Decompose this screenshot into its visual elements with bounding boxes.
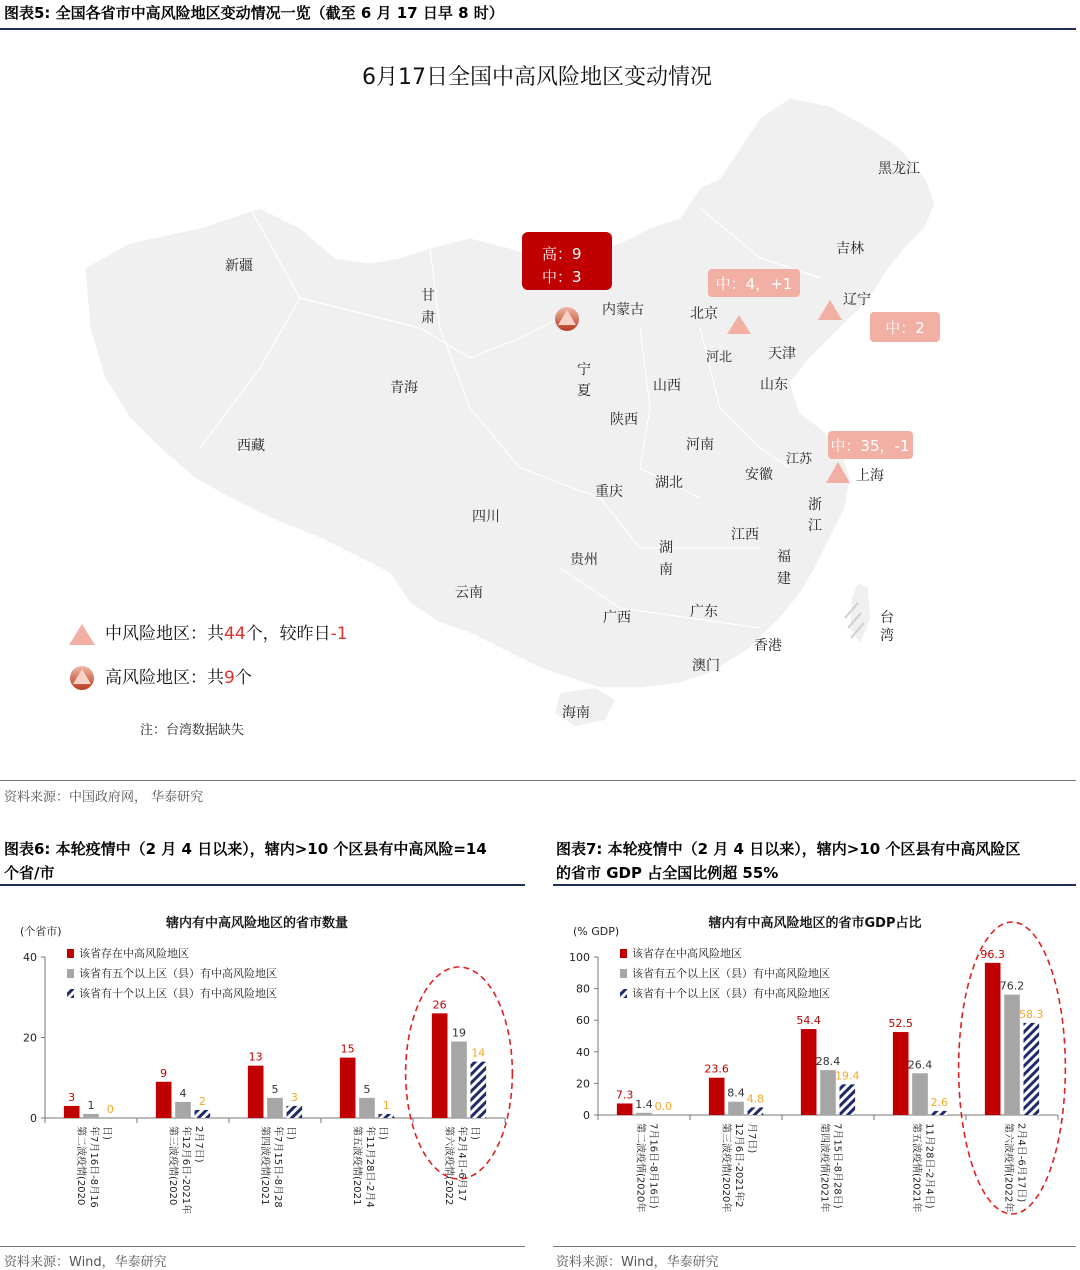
x-tick-label: 第二波疫情(2020 (75, 1126, 86, 1206)
y-tick-label: 60 (576, 1014, 590, 1028)
bar (287, 1106, 303, 1118)
callout-liaoning-text: 中：2 (885, 319, 925, 337)
data-label: 23.6 (704, 1062, 729, 1076)
bar (379, 1114, 395, 1118)
bar (728, 1102, 744, 1115)
data-label: 2.6 (930, 1095, 949, 1109)
bar (340, 1058, 356, 1118)
data-label: 0 (106, 1103, 114, 1116)
legend-swatch (67, 969, 74, 978)
figure7-heading-line2: 的省市 GDP 占全国比例超 55% (556, 864, 779, 882)
province-label: 湖北 (655, 475, 683, 491)
province-label: 辽宁 (843, 292, 871, 308)
map-title: 6月17日全国中高风险地区变动情况 (362, 65, 712, 90)
bar (932, 1111, 948, 1115)
x-tick-label: 7月15日-8月28日) (831, 1123, 843, 1209)
bar (175, 1102, 191, 1118)
bar (267, 1098, 283, 1118)
province-label: 云南 (455, 585, 483, 601)
province-label: 山西 (653, 378, 681, 394)
data-label: 1 (382, 1098, 390, 1112)
data-label: 5 (363, 1082, 371, 1096)
data-label: 4.8 (746, 1092, 765, 1106)
legend-swatch (620, 969, 627, 978)
province-label: 福 (777, 549, 791, 565)
province-label: 香港 (754, 638, 782, 654)
bar (912, 1073, 928, 1115)
province-label: 河北 (706, 350, 733, 365)
callout-inner-mongolia-high: 高：9 (542, 245, 582, 263)
figure6-top-rule (0, 884, 525, 886)
data-label: 7.3 (615, 1088, 634, 1102)
province-label: 上海 (856, 468, 884, 484)
data-label: 15 (340, 1042, 355, 1056)
figure6-source: 资料来源：Wind，华泰研究 (4, 1255, 167, 1270)
province-label: 夏 (577, 383, 591, 399)
chart-title: 辖内有中高风险地区的省市数量 (165, 916, 349, 931)
figure6-heading-line2: 个省/市 (4, 864, 55, 882)
x-tick-label: 年7月16日-8月16 (88, 1126, 99, 1208)
x-tick-label: 第三波疫情(2020 (167, 1126, 178, 1206)
province-label: 山东 (760, 377, 788, 393)
y-axis-label: (% GDP) (573, 925, 620, 938)
x-tick-label: 7月16日-8月16日) (647, 1123, 659, 1209)
legend-high-text: 高风险地区：共9个 (105, 668, 252, 688)
province-label: 甘 (421, 288, 435, 304)
legend-label: 该省存在中高风险地区 (79, 947, 189, 960)
x-tick-label: 日) (377, 1126, 388, 1140)
province-label: 南 (659, 562, 673, 578)
province-label: 江 (808, 518, 822, 534)
data-label: 1.4 (635, 1097, 653, 1111)
province-label: 浙 (808, 497, 822, 513)
x-tick-label: 第三波疫情(2020年 (720, 1123, 731, 1213)
x-tick-label: 12月6日-2021年2 (733, 1123, 744, 1208)
figure5-bottom-rule (0, 780, 1076, 781)
bar (1024, 1023, 1040, 1115)
x-tick-label: 年7月15日-8月28 (272, 1126, 283, 1208)
data-label: 76.2 (999, 979, 1025, 993)
province-label: 西藏 (237, 438, 265, 454)
data-label: 8.4 (727, 1086, 745, 1100)
province-label: 澳门 (692, 658, 720, 674)
data-label: 5 (271, 1082, 279, 1096)
y-tick-label: 0 (583, 1109, 590, 1122)
legend-label: 该省有十个以上区（县）有中高风险地区 (632, 987, 830, 1000)
province-label: 陕西 (610, 412, 638, 428)
province-label: 江西 (731, 527, 759, 543)
y-axis-label: (个省市) (20, 925, 62, 938)
data-label: 96.3 (980, 947, 1005, 961)
legend-label: 该省有五个以上区（县）有中高风险地区 (79, 967, 277, 980)
y-tick-label: 20 (23, 1031, 37, 1045)
data-label: 3 (68, 1090, 76, 1104)
x-tick-label: 2月7日) (193, 1126, 204, 1163)
data-label: 19 (452, 1026, 466, 1040)
data-label: 4 (179, 1086, 187, 1100)
y-tick-label: 40 (23, 951, 37, 964)
data-label: 13 (248, 1050, 263, 1064)
figure6-bottom-rule (0, 1246, 525, 1247)
province-label: 黑龙江 (878, 161, 920, 177)
province-label: 海南 (562, 705, 590, 721)
legend-swatch (620, 949, 627, 958)
x-tick-label: 日) (469, 1126, 480, 1140)
bar (709, 1078, 725, 1115)
figure6-heading-line1: 图表6: 本轮疫情中（2 月 4 日以来），辖内>10 个区县有中高风险=14 (4, 840, 487, 858)
province-label: 北京 (690, 306, 718, 322)
callout-inner-mongolia-mid: 中：3 (542, 268, 582, 286)
bar (840, 1084, 856, 1115)
province-label: 河南 (686, 437, 714, 453)
china-map-shape (85, 98, 935, 688)
figure7-top-rule (553, 884, 1076, 886)
province-label: 四川 (472, 509, 500, 525)
data-label: 28.4 (815, 1055, 841, 1069)
bar (748, 1107, 764, 1115)
gdp-share-chart (553, 890, 1078, 1245)
data-label: 54.4 (796, 1014, 821, 1028)
bar (359, 1098, 375, 1118)
bar (893, 1032, 909, 1115)
province-label: 青海 (390, 380, 418, 396)
figure5-source: 资料来源：中国政府网， 华泰研究 (4, 790, 204, 805)
figure7-bottom-rule (553, 1246, 1076, 1247)
legend-label: 该省有十个以上区（县）有中高风险地区 (79, 987, 277, 1000)
province-label: 湖 (659, 540, 673, 556)
x-tick-label: 日) (101, 1126, 112, 1140)
province-label: 建 (777, 571, 791, 587)
bar (471, 1062, 487, 1118)
data-label: 19.4 (835, 1069, 860, 1083)
province-label: 安徽 (745, 467, 773, 483)
y-tick-label: 40 (576, 1045, 590, 1059)
x-tick-label: 第二波疫情(2020年 (634, 1123, 646, 1213)
x-tick-label: 年11月28日-2月4 (364, 1126, 375, 1208)
bar (432, 1013, 448, 1118)
data-label: 14 (471, 1046, 486, 1060)
callout-shanghai-text: 中：35，-1 (830, 437, 910, 455)
x-tick-label: 第五波疫情(2021 (351, 1126, 362, 1206)
data-label: 3 (290, 1090, 298, 1104)
x-tick-label: 第六波疫情(2022年 (1002, 1123, 1014, 1213)
figure5-heading: 图表5: 全国各省市中高风险地区变动情况一览（截至 6 月 17 日早 8 时） (4, 4, 504, 22)
province-label: 内蒙古 (602, 302, 644, 318)
x-tick-label: 11月28日-2月4日) (923, 1123, 935, 1209)
legend-swatch (67, 989, 74, 998)
y-tick-label: 0 (30, 1112, 37, 1125)
province-label: 广西 (603, 610, 631, 626)
figure7-heading-line1: 图表7: 本轮疫情中（2 月 4 日以来），辖内>10 个区县有中高风险区 (556, 840, 1021, 858)
bar (156, 1082, 172, 1118)
province-count-chart (0, 890, 525, 1245)
bar (801, 1029, 817, 1115)
legend-label: 该省存在中高风险地区 (632, 947, 742, 960)
china-risk-map (0, 28, 1080, 778)
province-label: 江苏 (786, 452, 813, 467)
x-tick-label: 年12月6日-2021年 (180, 1126, 191, 1215)
bar (64, 1106, 80, 1118)
y-tick-label: 80 (576, 982, 590, 996)
bar (195, 1110, 211, 1118)
bar (636, 1113, 652, 1115)
legend-mid-icon (69, 624, 95, 645)
x-tick-label: 年2月4日-6月17 (456, 1126, 467, 1202)
legend-label: 该省有五个以上区（县）有中高风险地区 (632, 967, 830, 980)
data-label: 26 (432, 998, 447, 1012)
province-label: 湾 (880, 628, 894, 644)
x-tick-label: 月7日) (746, 1123, 757, 1154)
bar (985, 963, 1001, 1115)
legend-mid-text: 中风险地区：共44个，较昨日-1 (105, 624, 348, 644)
province-label: 吉林 (836, 241, 864, 257)
x-tick-label: 第五波疫情(2021年 (910, 1123, 922, 1213)
province-label: 重庆 (595, 484, 623, 500)
province-label: 贵州 (570, 552, 598, 568)
map-note: 注：台湾数据缺失 (140, 723, 245, 738)
figure7-source: 资料来源：Wind，华泰研究 (556, 1255, 719, 1270)
y-tick-label: 100 (569, 951, 590, 964)
province-label: 肃 (421, 310, 435, 326)
x-tick-label: 第六波疫情(2022 (443, 1126, 454, 1206)
data-label: 2 (198, 1094, 206, 1108)
chart-title: 辖内有中高风险地区的省市GDP占比 (708, 916, 922, 931)
bar (820, 1070, 836, 1115)
x-tick-label: 第四波疫情(2021 (259, 1126, 270, 1206)
data-label: 0.0 (654, 1100, 673, 1113)
province-label: 天津 (768, 346, 796, 362)
bar (248, 1066, 264, 1118)
bar (83, 1114, 99, 1118)
data-label: 9 (160, 1066, 168, 1080)
bar (617, 1103, 633, 1115)
x-tick-label: 第四波疫情(2021年 (818, 1123, 830, 1213)
legend-swatch (620, 989, 627, 998)
y-tick-label: 20 (576, 1077, 590, 1091)
x-tick-label: 2月4日-6月17日) (1015, 1123, 1027, 1203)
callout-beijing-text: 中：4，+1 (715, 275, 793, 293)
bar (1004, 995, 1020, 1115)
x-tick-label: 日) (285, 1126, 296, 1140)
province-label: 广东 (690, 604, 718, 620)
data-label: 58.3 (1019, 1007, 1044, 1021)
province-label: 宁 (577, 362, 591, 378)
province-label: 新疆 (225, 258, 253, 274)
bar (451, 1042, 467, 1118)
data-label: 52.5 (888, 1017, 913, 1031)
legend-swatch (67, 949, 74, 958)
data-label: 1 (87, 1098, 95, 1112)
data-label: 26.4 (907, 1058, 933, 1072)
province-label: 台 (880, 610, 894, 626)
